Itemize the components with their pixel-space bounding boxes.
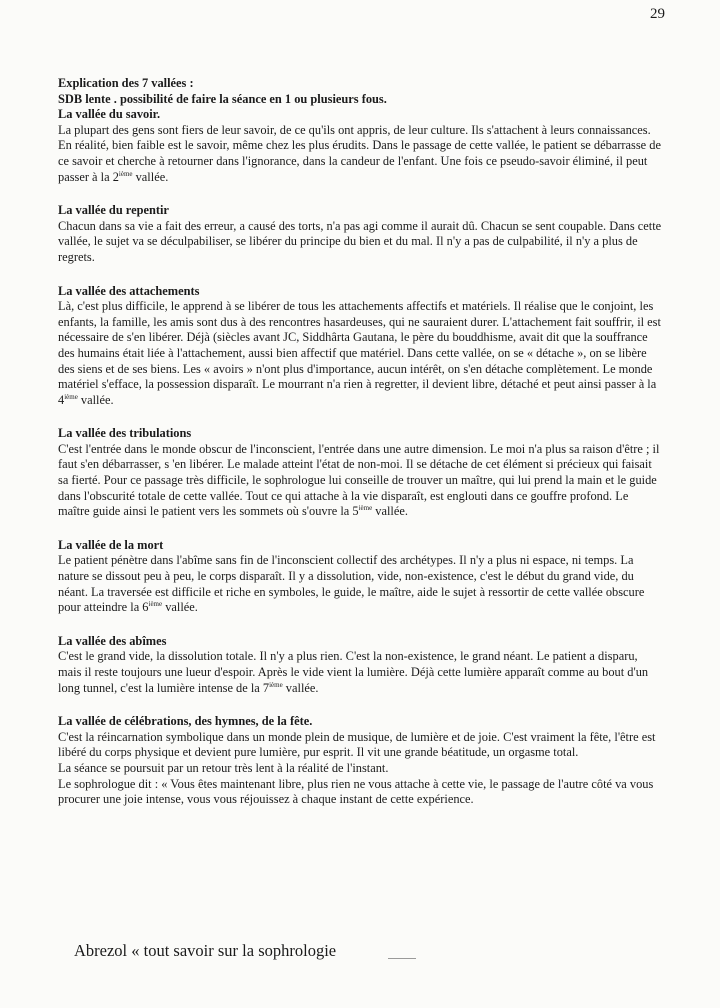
page-number: 29 [650,6,665,22]
section-paragraph [58,649,662,696]
paragraph-tail: vallée. [162,600,198,615]
paragraph-text: Là, c'est plus difficile, le apprend à se libérer de tous les attachements affectifs et matériels. Il réalise que le conjoint, les enfants, la famille, les amis sont dus à des rencontres hasardeuses, qui ne sauraient durer. L'attachement fait souffrir, il est nécessaire de s'en libérer. Déjà (siècles avant JC, Siddhârta Gautana, le père du bouddhisme, avait dit que la souffrance des humains était liée à l'attachement, aussi bien affectif que matériel. Dans cette vallée, on se « détache », on se libère des siens et de ses biens. Les « avoirs » n'ont plus d'importance, aucun intérêt, on s'en détache complètement. Le monde matériel s'efface, la possession disparaît. Le mourrant n'a rien à regretter, il devient libre, détaché et peut ainsi passer à la 4 [58,299,661,407]
ordinal-superscript: ième [148,600,163,609]
paragraph-tail: vallée. [77,392,114,407]
paragraph-text: Le sophrologue dit : « Vous êtes maintenant libre, plus rien ne vous attache à cette vie, le passage de l'autre côté va vous procurer une joie intense, vous vous réjouissez à chaque instant de cette expérience. [58,776,654,807]
section-title: La vallée de la mort [58,537,164,552]
section-title: La vallée des abîmes [58,633,167,648]
paragraph-text: La séance se poursuit par un retour très lent à la réalité de l'instant. [58,760,389,775]
paragraph-tail: vallée. [132,169,169,184]
ordinal-superscript: ième [64,392,78,401]
paragraph-text: C'est la réincarnation symbolique dans un monde plein de musique, de lumière et de joie. C'est vraiment la fête, l'être est libéré du corps physique et devient pure lumière, pur esprit. Il vit une grande béatitude, un orgasme total. [58,729,656,760]
intro-subheading: SDB lente . possibilité de faire la séance en 1 ou plusieurs fous. [58,91,387,106]
pen-mark [388,958,416,959]
paragraph-text: Le patient pénètre dans l'abîme sans fin de l'inconscient collectif des archétypes. Il n'y a plus ni espace, ni temps. La nature se dissout peu à peu, le corps disparaît. Il y a dissolution, vide, non-existence, c'est le début du grand vide, du néant. La traversée est difficile et riche en symboles, le guide, le maître, aide le sujet à ressortir de cette vallée obscure pour atteindre la 6 [58,553,645,615]
paragraph-text: C'est l'entrée dans le monde obscur de l'inconscient, l'entrée dans une autre dimension. Le moi n'a plus sa raison d'être ; il faut s'en débarrasser, s 'en libérer. Le malade atteint l'état de non-moi. Il se détache de cet élément si précieux qui faisait sa fierté. Pour ce passage très difficile, le sophrologue lui conseille de trouver un maître, qui lui prend la main et le guide dans l'obscurité totale de cette vallée. Tout ce qui attache à la vie disparaît, est englouti dans ce gouffre profond. Le maître guide ainsi le patient vers les sommets où s'ouvre la 5 [58,441,660,519]
paragraph-tail: vallée. [282,680,319,695]
section-7 [58,714,662,808]
section-title: La vallée du repentir [58,203,169,218]
section-3 [58,284,662,409]
section-paragraph [58,553,662,615]
intro-heading: Explication des 7 vallées : [58,76,194,90]
section-paragraph [58,777,662,808]
ordinal-superscript: ième [358,504,373,513]
section-6 [58,634,662,696]
section-title: La vallée des tribulations [58,426,192,441]
section-paragraph [58,761,662,777]
section-title: La vallée du savoir. [58,107,161,122]
section-paragraph [58,730,662,761]
ordinal-superscript: ième [118,169,133,178]
paragraph-text: C'est le grand vide, la dissolution totale. Il n'y a plus rien. C'est la non-existence, le grand néant. Le patient a disparu, mais il reste toujours une lueur d'espoir. Après le vide vient la lumière. Déjà cette lumière apparaît comme au bout d'un long tunnel, c'est la lumière intense de la 7 [58,649,649,695]
ordinal-superscript: ième [269,680,283,689]
section-paragraph [58,442,662,520]
section-title: La vallée des attachements [58,283,200,298]
document-body [58,76,662,808]
section-paragraph [58,123,662,185]
section-4 [58,426,662,520]
section-2 [58,203,662,265]
paragraph-text: Chacun dans sa vie a fait des erreur, a causé des torts, n'a pas agi comme il aurait dû. Chacun se sent coupable. Dans cette vallée, le sujet va se déculpabiliser, se libérer du principe du bien et du mal. Il n'y a pas de culpabilité, il n'y a plus de regrets. [58,218,662,264]
section-title: La vallée de célébrations, des hymnes, de la fête. [58,714,313,729]
section-1 [58,107,662,185]
paragraph-text: La plupart des gens sont fiers de leur savoir, de ce qu'ils ont appris, de leur culture. Ils s'attachent à leurs connaissances. En réalité, bien faible est le savoir, même chez les plus érudits. Dans le passage de cette vallée, le patient se débarrasse de ce savoir et cherche à retourner dans l'ignorance, dans la candeur de l'enfant. Une fois ce pseudo-savoir éliminé, il peut passer à la 2 [58,122,661,184]
footer-citation: Abrezol « tout savoir sur la sophrologie [74,941,337,960]
section-5 [58,538,662,616]
section-paragraph [58,299,662,408]
sections-container [58,107,662,808]
paragraph-tail: vallée. [372,504,408,519]
section-paragraph [58,219,662,266]
